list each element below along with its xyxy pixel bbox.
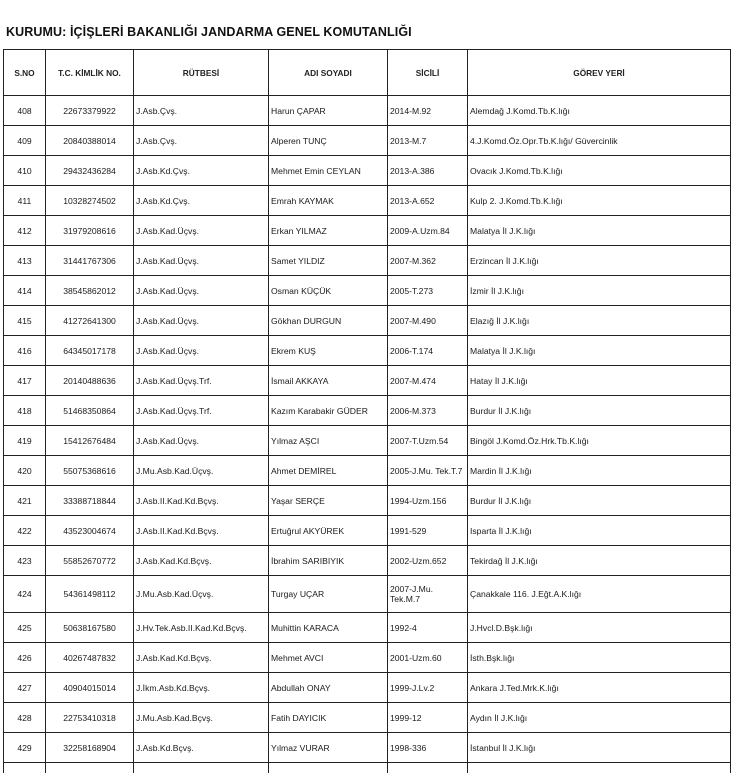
cell-gorev-yeri: Malatya İl J.K.lığı xyxy=(468,336,731,366)
table-row xyxy=(4,426,731,456)
table-row xyxy=(4,643,731,673)
cell-rutbesi: J.Asb.Kd.Bçvş. xyxy=(134,733,269,763)
header-sno: S.NO xyxy=(4,50,46,96)
cell-tc-kimlik-no: 33388718844 xyxy=(46,486,134,516)
cell-gorev-yeri: Burdur İl J.K.lığı xyxy=(468,396,731,426)
cell-sicili: 1998-336 xyxy=(388,733,468,763)
header-gorev-yeri: GÖREV YERİ xyxy=(468,50,731,96)
table-row xyxy=(4,186,731,216)
cell-sicili: 1992-4 xyxy=(388,613,468,643)
table-row xyxy=(4,156,731,186)
cell-adi-soyadi: Abdullah ONAY xyxy=(269,673,388,703)
cell-adi-soyadi: Muhittin KARACA xyxy=(269,613,388,643)
cell-rutbesi: J.Asb.Kd.Çvş. xyxy=(134,186,269,216)
cell-sno: 414 xyxy=(4,276,46,306)
cell-adi-soyadi: Harun ÇAPAR xyxy=(269,96,388,126)
cell-sno: 419 xyxy=(4,426,46,456)
header-adi-soyadi: ADI SOYADI xyxy=(269,50,388,96)
cell-sicili: 1999-12 xyxy=(388,703,468,733)
cell-adi-soyadi: Ahmet DEMİREL xyxy=(269,456,388,486)
cell-gorev-yeri: Malatya İl J.K.lığı xyxy=(468,216,731,246)
cell-gorev-yeri: Burdur İl J.K.lığı xyxy=(468,486,731,516)
cell-sicili: 2007-J.Mu. Tek.M.7 xyxy=(388,576,468,613)
cell-gorev-yeri: Erzincan İl J.K.lığı xyxy=(468,246,731,276)
table-row xyxy=(4,546,731,576)
table-header-row xyxy=(4,50,731,96)
cell-rutbesi: J.Asb.Kad.Üçvş. xyxy=(134,426,269,456)
cell-adi-soyadi: Fatih DAYICIK xyxy=(269,703,388,733)
header-tc-kimlik-no: T.C. KİMLİK NO. xyxy=(46,50,134,96)
cell-sicili: 2007-M.490 xyxy=(388,306,468,336)
cell-sno: 411 xyxy=(4,186,46,216)
cell-empty xyxy=(134,763,269,773)
cell-gorev-yeri: İzmir İl J.K.lığı xyxy=(468,276,731,306)
cell-sicili: 2006-M.373 xyxy=(388,396,468,426)
cell-rutbesi: J.Asb.Kad.Kd.Bçvş. xyxy=(134,546,269,576)
cell-tc-kimlik-no: 10328274502 xyxy=(46,186,134,216)
cell-rutbesi: J.Asb.II.Kad.Kd.Bçvş. xyxy=(134,486,269,516)
cell-adi-soyadi: Alperen TUNÇ xyxy=(269,126,388,156)
cell-sicili: 2013-A.386 xyxy=(388,156,468,186)
cell-tc-kimlik-no: 31441767306 xyxy=(46,246,134,276)
cell-tc-kimlik-no: 22753410318 xyxy=(46,703,134,733)
cell-rutbesi: J.Asb.Çvş. xyxy=(134,96,269,126)
cell-gorev-yeri: Hatay İl J.K.lığı xyxy=(468,366,731,396)
cell-gorev-yeri: İsth.Bşk.lığı xyxy=(468,643,731,673)
cell-sicili: 2013-M.7 xyxy=(388,126,468,156)
cell-tc-kimlik-no: 64345017178 xyxy=(46,336,134,366)
cell-sno: 416 xyxy=(4,336,46,366)
cell-rutbesi: J.Asb.II.Kad.Kd.Bçvş. xyxy=(134,516,269,546)
cell-sno: 412 xyxy=(4,216,46,246)
table-row xyxy=(4,126,731,156)
cell-sno: 415 xyxy=(4,306,46,336)
table-row xyxy=(4,366,731,396)
cell-sicili: 1999-J.Lv.2 xyxy=(388,673,468,703)
cell-sno: 429 xyxy=(4,733,46,763)
cell-sno: 420 xyxy=(4,456,46,486)
header-rutbesi: RÜTBESİ xyxy=(134,50,269,96)
cell-sno: 426 xyxy=(4,643,46,673)
table-row xyxy=(4,516,731,546)
cell-adi-soyadi: Ertuğrul AKYÜREK xyxy=(269,516,388,546)
cell-adi-soyadi: Erkan YILMAZ xyxy=(269,216,388,246)
cell-gorev-yeri: Tekirdağ İl J.K.lığı xyxy=(468,546,731,576)
cell-rutbesi: J.Asb.Kad.Kd.Bçvş. xyxy=(134,643,269,673)
cell-adi-soyadi: Yılmaz AŞCI xyxy=(269,426,388,456)
cell-empty xyxy=(388,763,468,773)
cell-tc-kimlik-no: 20840388014 xyxy=(46,126,134,156)
cell-gorev-yeri: Çanakkale 116. J.Eğt.A.K.lığı xyxy=(468,576,731,613)
cell-rutbesi: J.Asb.Çvş. xyxy=(134,126,269,156)
cell-sno: 422 xyxy=(4,516,46,546)
cell-rutbesi: J.Asb.Kad.Üçvş. xyxy=(134,216,269,246)
cell-sno: 417 xyxy=(4,366,46,396)
cell-rutbesi: J.Asb.Kad.Üçvş.Trf. xyxy=(134,396,269,426)
cell-adi-soyadi: Yılmaz VURAR xyxy=(269,733,388,763)
cell-gorev-yeri: Alemdağ J.Komd.Tb.K.lığı xyxy=(468,96,731,126)
cell-empty xyxy=(269,763,388,773)
cell-rutbesi: J.Mu.Asb.Kad.Bçvş. xyxy=(134,703,269,733)
cell-rutbesi: J.Hv.Tek.Asb.II.Kad.Kd.Bçvş. xyxy=(134,613,269,643)
cell-adi-soyadi: Kazım Karabakir GÜDER xyxy=(269,396,388,426)
cell-adi-soyadi: Turgay UÇAR xyxy=(269,576,388,613)
cell-sno: 409 xyxy=(4,126,46,156)
table-row-partial xyxy=(4,763,731,773)
cell-sicili: 2001-Uzm.60 xyxy=(388,643,468,673)
cell-sicili: 1991-529 xyxy=(388,516,468,546)
cell-rutbesi: J.Asb.Kad.Üçvş. xyxy=(134,246,269,276)
cell-tc-kimlik-no: 15412676484 xyxy=(46,426,134,456)
cell-tc-kimlik-no: 41272641300 xyxy=(46,306,134,336)
cell-adi-soyadi: İsmail AKKAYA xyxy=(269,366,388,396)
table-row xyxy=(4,486,731,516)
cell-sno: 424 xyxy=(4,576,46,613)
cell-sicili: 2007-T.Uzm.54 xyxy=(388,426,468,456)
table-row xyxy=(4,246,731,276)
cell-adi-soyadi: Mehmet Emin CEYLAN xyxy=(269,156,388,186)
cell-empty xyxy=(46,763,134,773)
cell-sicili: 2014-M.92 xyxy=(388,96,468,126)
cell-tc-kimlik-no: 54361498112 xyxy=(46,576,134,613)
cell-sicili: 2005-T.273 xyxy=(388,276,468,306)
cell-gorev-yeri: Elazığ İl J.K.lığı xyxy=(468,306,731,336)
table-row xyxy=(4,96,731,126)
cell-sicili: 2002-Uzm.652 xyxy=(388,546,468,576)
cell-rutbesi: J.Asb.Kd.Çvş. xyxy=(134,156,269,186)
cell-tc-kimlik-no: 22673379922 xyxy=(46,96,134,126)
document-title: KURUMU: İÇİŞLERİ BAKANLIĞI JANDARMA GENEL KOMUTANLIĞI xyxy=(6,25,412,39)
cell-rutbesi: J.Asb.Kad.Üçvş. xyxy=(134,276,269,306)
table-row xyxy=(4,336,731,366)
cell-sno: 408 xyxy=(4,96,46,126)
cell-tc-kimlik-no: 40267487832 xyxy=(46,643,134,673)
cell-adi-soyadi: Ekrem KUŞ xyxy=(269,336,388,366)
cell-tc-kimlik-no: 40904015014 xyxy=(46,673,134,703)
cell-rutbesi: J.Asb.Kad.Üçvş.Trf. xyxy=(134,366,269,396)
cell-gorev-yeri: J.Hvcl.D.Bşk.lığı xyxy=(468,613,731,643)
cell-gorev-yeri: 4.J.Komd.Öz.Opr.Tb.K.lığı/ Güvercinlik xyxy=(468,126,731,156)
cell-rutbesi: J.İkm.Asb.Kd.Bçvş. xyxy=(134,673,269,703)
cell-adi-soyadi: Samet YILDIZ xyxy=(269,246,388,276)
table-row xyxy=(4,276,731,306)
cell-sicili: 2009-A.Uzm.84 xyxy=(388,216,468,246)
cell-sicili: 2007-M.362 xyxy=(388,246,468,276)
table-row xyxy=(4,306,731,336)
cell-sicili: 1994-Uzm.156 xyxy=(388,486,468,516)
header-sicili: SİCİLİ xyxy=(388,50,468,96)
table-row xyxy=(4,703,731,733)
cell-adi-soyadi: Emrah KAYMAK xyxy=(269,186,388,216)
table-body xyxy=(4,96,731,773)
cell-sicili: 2006-T.174 xyxy=(388,336,468,366)
cell-sno: 413 xyxy=(4,246,46,276)
cell-gorev-yeri: İstanbul İl J.K.lığı xyxy=(468,733,731,763)
cell-tc-kimlik-no: 43523004674 xyxy=(46,516,134,546)
cell-tc-kimlik-no: 31979208616 xyxy=(46,216,134,246)
cell-tc-kimlik-no: 20140488636 xyxy=(46,366,134,396)
cell-gorev-yeri: Ovacık J.Komd.Tb.K.lığı xyxy=(468,156,731,186)
cell-tc-kimlik-no: 50638167580 xyxy=(46,613,134,643)
cell-empty xyxy=(468,763,731,773)
cell-tc-kimlik-no: 51468350864 xyxy=(46,396,134,426)
cell-sno: 423 xyxy=(4,546,46,576)
cell-tc-kimlik-no: 55852670772 xyxy=(46,546,134,576)
table-row xyxy=(4,216,731,246)
table-row xyxy=(4,673,731,703)
table-row xyxy=(4,456,731,486)
table-row xyxy=(4,733,731,763)
cell-tc-kimlik-no: 38545862012 xyxy=(46,276,134,306)
cell-sno: 428 xyxy=(4,703,46,733)
cell-adi-soyadi: Osman KÜÇÜK xyxy=(269,276,388,306)
cell-adi-soyadi: İbrahim SARIBIYIK xyxy=(269,546,388,576)
cell-empty xyxy=(4,763,46,773)
table-row xyxy=(4,396,731,426)
cell-sno: 421 xyxy=(4,486,46,516)
cell-adi-soyadi: Mehmet AVCI xyxy=(269,643,388,673)
cell-tc-kimlik-no: 32258168904 xyxy=(46,733,134,763)
cell-sno: 427 xyxy=(4,673,46,703)
cell-gorev-yeri: Kulp 2. J.Komd.Tb.K.lığı xyxy=(468,186,731,216)
table-row xyxy=(4,613,731,643)
cell-sicili: 2013-A.652 xyxy=(388,186,468,216)
cell-gorev-yeri: Mardin İl J.K.lığı xyxy=(468,456,731,486)
cell-sno: 410 xyxy=(4,156,46,186)
cell-rutbesi: J.Asb.Kad.Üçvş. xyxy=(134,336,269,366)
cell-rutbesi: J.Mu.Asb.Kad.Üçvş. xyxy=(134,456,269,486)
cell-sicili: 2005-J.Mu. Tek.T.7 xyxy=(388,456,468,486)
cell-sno: 418 xyxy=(4,396,46,426)
cell-rutbesi: J.Asb.Kad.Üçvş. xyxy=(134,306,269,336)
cell-gorev-yeri: Bingöl J.Komd.Öz.Hrk.Tb.K.lığı xyxy=(468,426,731,456)
cell-gorev-yeri: Isparta İl J.K.lığı xyxy=(468,516,731,546)
cell-adi-soyadi: Yaşar SERÇE xyxy=(269,486,388,516)
table-row xyxy=(4,576,731,613)
cell-gorev-yeri: Aydın İl J.K.lığı xyxy=(468,703,731,733)
cell-tc-kimlik-no: 55075368616 xyxy=(46,456,134,486)
cell-gorev-yeri: Ankara J.Ted.Mrk.K.lığı xyxy=(468,673,731,703)
cell-sno: 425 xyxy=(4,613,46,643)
cell-rutbesi: J.Mu.Asb.Kad.Üçvş. xyxy=(134,576,269,613)
cell-sicili: 2007-M.474 xyxy=(388,366,468,396)
cell-adi-soyadi: Gökhan DURGUN xyxy=(269,306,388,336)
personnel-table xyxy=(3,49,731,773)
cell-tc-kimlik-no: 29432436284 xyxy=(46,156,134,186)
